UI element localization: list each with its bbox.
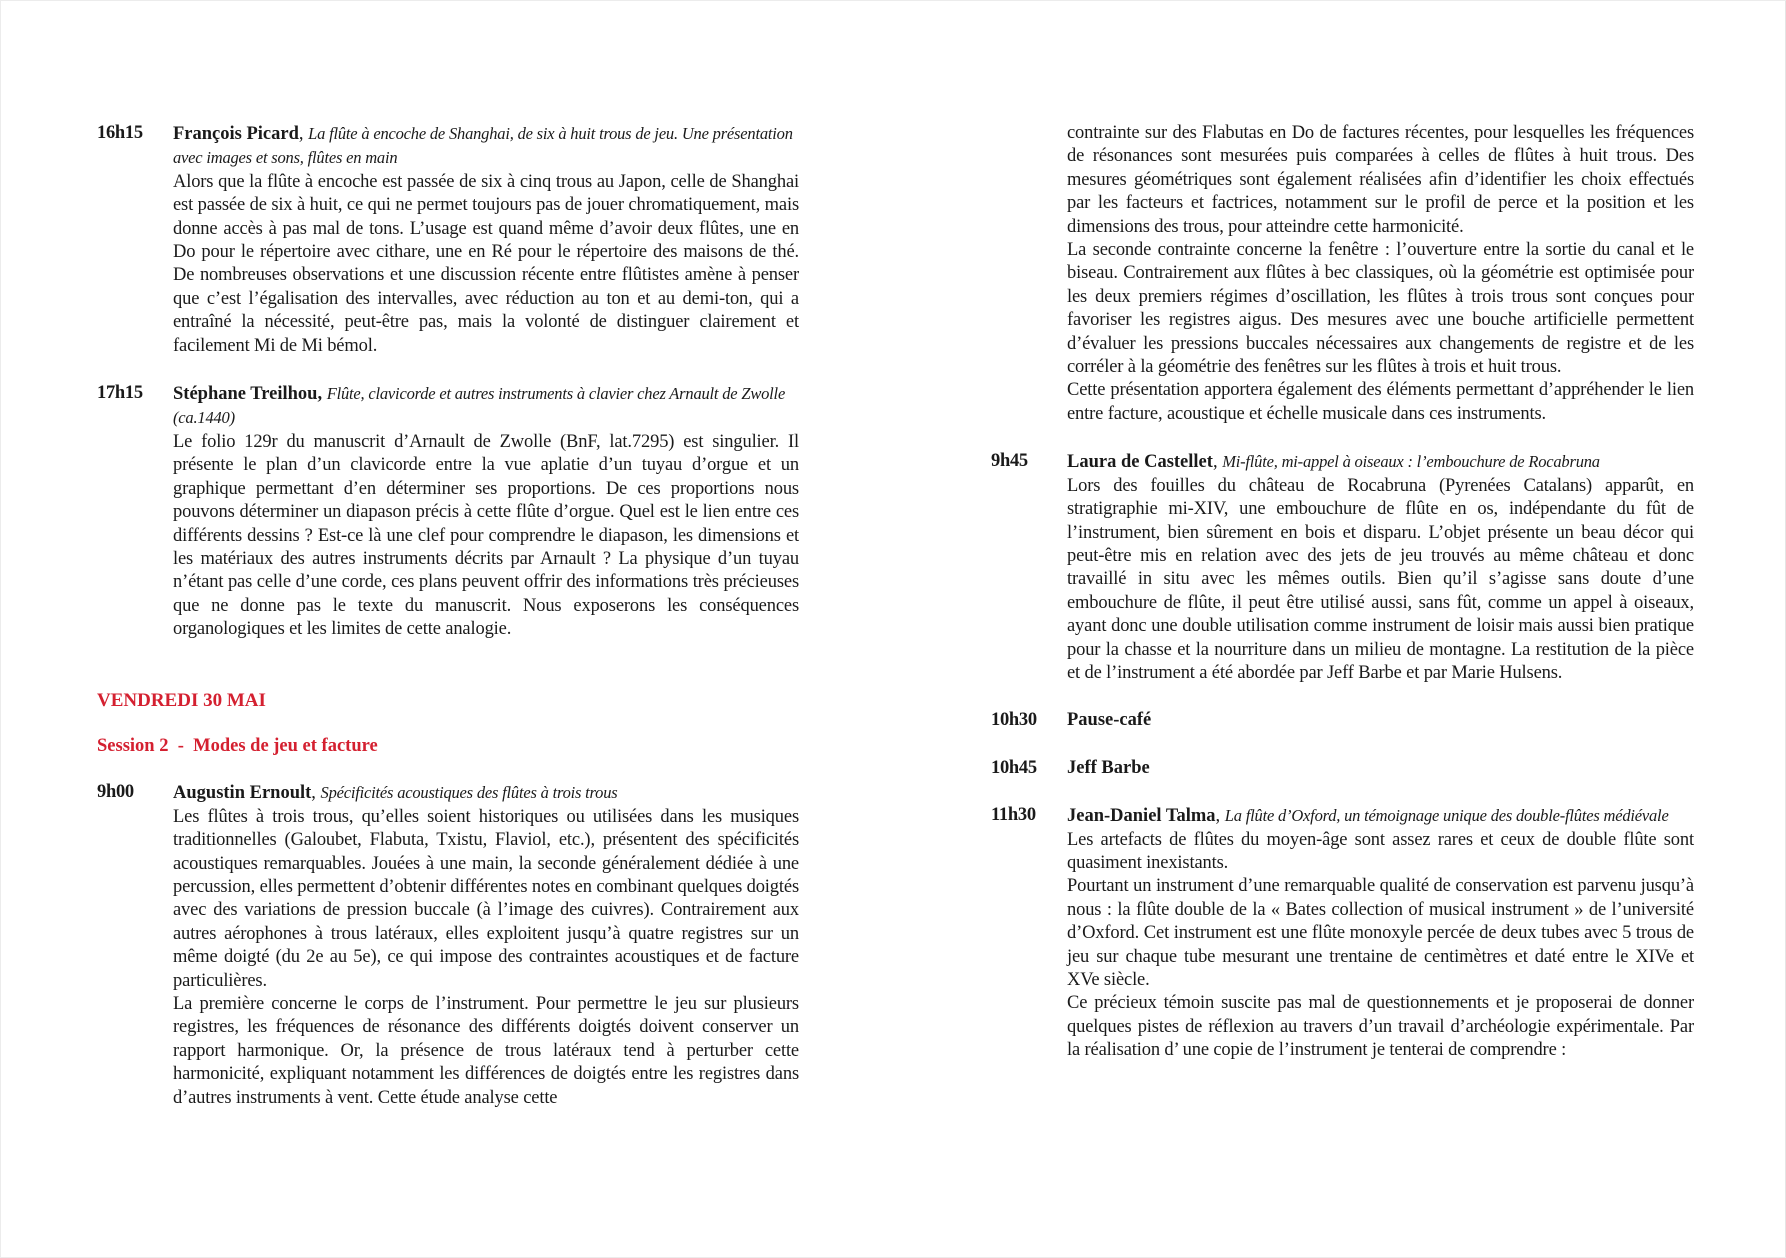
entry-time: 10h30 <box>991 710 1037 731</box>
entry-heading <box>1067 757 1694 780</box>
abstract-paragraph: Les artefacts de flûtes du moyen-âge sont assez rares et ceux de double flûte sont quasiment inexistants. <box>1067 829 1694 873</box>
spacer <box>97 712 799 735</box>
program-entry-barbe <box>991 757 1694 780</box>
speaker-name: Laura de Castellet <box>1067 452 1213 473</box>
speaker-name: Jeff Barbe <box>1067 757 1150 778</box>
talk-title: Flûte, clavicorde et autres instruments à clavier chez Arnault de Zwolle (ca.1440) <box>173 384 786 428</box>
spacer <box>991 780 1694 804</box>
program-entry-ernoult <box>97 781 799 1110</box>
day-heading: VENDREDI 30 MAI <box>97 689 266 711</box>
entry-heading: Jean-Daniel Talma, La flûte d’Oxford, un témoignage unique des double-flûtes médiévale <box>1067 806 1669 827</box>
talk-title: La flûte d’Oxford, un témoignage unique des double-flûtes médiévale <box>1224 806 1669 826</box>
program-entry-ernoult-continued <box>991 122 1694 426</box>
entry-heading: Laura de Castellet, Mi-flûte, mi-appel à oiseaux : l’embouchure de Rocabruna <box>1067 452 1600 473</box>
program-entry-picard <box>97 122 799 358</box>
speaker-name: Jean-Daniel Talma <box>1067 806 1216 827</box>
entry-time: 10h45 <box>991 757 1037 778</box>
speaker-name: Stéphane Treilhou, <box>173 384 323 405</box>
spacer <box>97 758 799 781</box>
spacer <box>991 685 1694 709</box>
spacer <box>97 642 799 689</box>
abstract-paragraph: Le folio 129r du manuscrit d’Arnault de Zwolle (BnF, lat.7295) est singulier. Il présente le plan d’un clavicorde entre la vue aplatie d’un tuyau d’orgue et un graphique permettant d’en déterminer ses proportions. De ces proportions nous pouvons déterminer un diapason précis à cette flûte d’orgue. Quel est le lien entre ces différents dessins ? Est-ce là une clef pour comprendre le diapason, les dimensions et les matériaux des autres instruments décrits par Arnault ? La physique d’un tuyau n’étant pas celle d’une corde, ces plans peuvent offrir des informations très précieuses que ne donne pas le texte du manuscrit. Nous exposerons les conséquences organologiques et les limites de cette analogie. <box>173 431 799 640</box>
abstract-paragraph: Cette présentation apportera également des éléments permettant d’appréhender le lien entre facture, acoustique et échelle musicale dans ces instruments. <box>1067 380 1694 424</box>
entry-heading <box>1067 709 1694 732</box>
abstract-paragraph: contrainte sur des Flabutas en Do de factures récentes, pour lesquelles les fréquences de résonances sont mesurées puis comparées à celles de flûtes à huit trous. Des mesures géométriques sont également réalisées afin d’identifier les choix effectués par les facteurs et factrices, notamment sur le profil de perce et la position et les dimensions des trous, pour atteindre cette harmonicité. <box>1067 123 1694 237</box>
right-column <box>991 122 1694 1063</box>
entry-heading: François Picard, La flûte à encoche de Shanghai, de six à huit trous de jeu. Une présentation avec images et sons, flûtes en main <box>173 124 793 168</box>
entry-time: 9h00 <box>97 782 134 803</box>
speaker-name: Augustin Ernoult <box>173 783 312 804</box>
abstract-paragraph: Lors des fouilles du château de Rocabruna (Pyrenées Catalans) apparût, en stratigraphie mi-XIV, une embouchure de flûte en os, indépendante du fût de l’instrument, bien sûrement en bois et disparu. L’objet présente un beau décor qui peut-être mis en relation avec des jets de jeu trouvés au même château et donc travaillé in situ avec les mêmes outils. Bien qu’il s’agisse sans doute d’une embouchure de flûte, il peut être utilisé aussi, sans fût, comme un appel à oiseaux, ayant donc une double utilisation comme instrument de loisir mais aussi bien pratique pour la chasse et la nourriture dans un milieu de montagne. La restitution de la pièce et de l’instrument a été abordée par Jeff Barbe et par Marie Hulsens. <box>1067 475 1694 683</box>
entry-heading <box>173 382 799 431</box>
abstract-paragraph: Ce précieux témoin suscite pas mal de questionnements et je proposerai de donner quelques pistes de réflexion au travers d’un travail d’archéologie expérimentale. Par la réalisation d’ une copie de l’instrument je tenterai de comprendre : <box>1067 993 1694 1061</box>
abstract-paragraph: Pourtant un instrument d’une remarquable qualité de conservation est parvenu jusqu’à nous : la flûte double de la « Bates collection of musical instrument » de l’université d’Oxford. Cet instrument est une flûte monoxyle percée de deux tubes avec 5 trous de jeu sur chaque tube mesurant une trentaine de centimètres et daté entre le XIVe et XVe siècle. <box>1067 876 1694 990</box>
spacer <box>991 426 1694 450</box>
entry-time: 9h45 <box>991 451 1028 472</box>
program-entry-treilhou <box>97 382 799 641</box>
program-entry-pause <box>991 709 1694 732</box>
talk-title: Mi-flûte, mi-appel à oiseaux : l’embouchure de Rocabruna <box>1222 452 1600 472</box>
program-entry-talma <box>991 804 1694 1062</box>
entry-heading: Augustin Ernoult, Spécificités acoustiques des flûtes à trois trous <box>173 783 618 804</box>
entry-time: 16h15 <box>97 123 143 143</box>
program-entry-castellet <box>991 450 1694 685</box>
spacer <box>97 358 799 382</box>
abstract-paragraph: La seconde contrainte concerne la fenêtre : l’ouverture entre la sortie du canal et le biseau. Contrairement aux flûtes à bec classiques, où la géométrie est optimisée pour les deux premiers régimes d’oscillation, les flûtes à trois trous sont conçues pour favoriser les registres aigus. Des mesures avec une bouche artificielle permettent d’évaluer les pressions buccales nécessaires aux changements de registre et de les corréler à la géométrie des fenêtres sur les flûtes à trois et huit trous. <box>1067 240 1694 378</box>
session-heading: Session 2 - Modes de jeu et facture <box>97 735 378 756</box>
spacer <box>991 733 1694 757</box>
abstract-paragraph: Alors que la flûte à encoche est passée de six à cinq trous au Japon, celle de Shanghai est passée de six à huit, ce qui ne permet toujours pas de jouer chromatiquement, mais donne accès à pas mal de tons. L’usage est quand même d’avoir deux flûtes, une en Do pour le répertoire avec cithare, une en Ré pour le répertoire des maisons de thé. De nombreuses observations et une discussion récente entre flûtistes amène à penser que c’est l’égalisation des intervalles, avec réduction au ton et au demi-ton, qui a entraîné la nécessité, peut-être pas, mais la volonté de distinguer clairement et facilement Mi de Mi bémol. <box>173 171 799 356</box>
abstract-paragraph: La première concerne le corps de l’instrument. Pour permettre le jeu sur plusieurs registres, les fréquences de résonance des différents doigtés doivent conserver un rapport harmonique. Or, la présence de trous latéraux tend à perturber cette harmonicité, expliquant notamment les différences de doigtés entre les registres dans d’autres instruments à vent. Cette étude analyse cette <box>173 994 799 1108</box>
abstract-paragraph: Les flûtes à trois trous, qu’elles soient historiques ou utilisées dans les musiques traditionnelles (Galoubet, Flabuta, Txistu, Flaviol, etc.), présentent des spécificités acoustiques remarquables. Jouées à une main, la seconde généralement dédiée à une percussion, elles permettent d’obtenir différentes notes en combinant quelques doigtés avec des variations de pression buccale (à l’image des cuivres). Contrairement aux autres aérophones à trous latéraux, elles exploitent jusqu’à quatre registres sur un même doigté (du 2e au 5e), ce qui impose des contraintes acoustiques et de facture particulières. <box>173 806 799 991</box>
entry-time: 11h30 <box>991 805 1036 826</box>
break-label: Pause-café <box>1067 710 1152 731</box>
talk-title: Spécificités acoustiques des flûtes à trois trous <box>320 783 618 803</box>
speaker-name: François Picard <box>173 124 299 144</box>
left-column <box>97 122 799 1110</box>
talk-title: La flûte à encoche de Shanghai, de six à huit trous de jeu. Une présentation avec images et sons, flûtes en main <box>173 124 793 168</box>
entry-time: 17h15 <box>97 383 143 404</box>
